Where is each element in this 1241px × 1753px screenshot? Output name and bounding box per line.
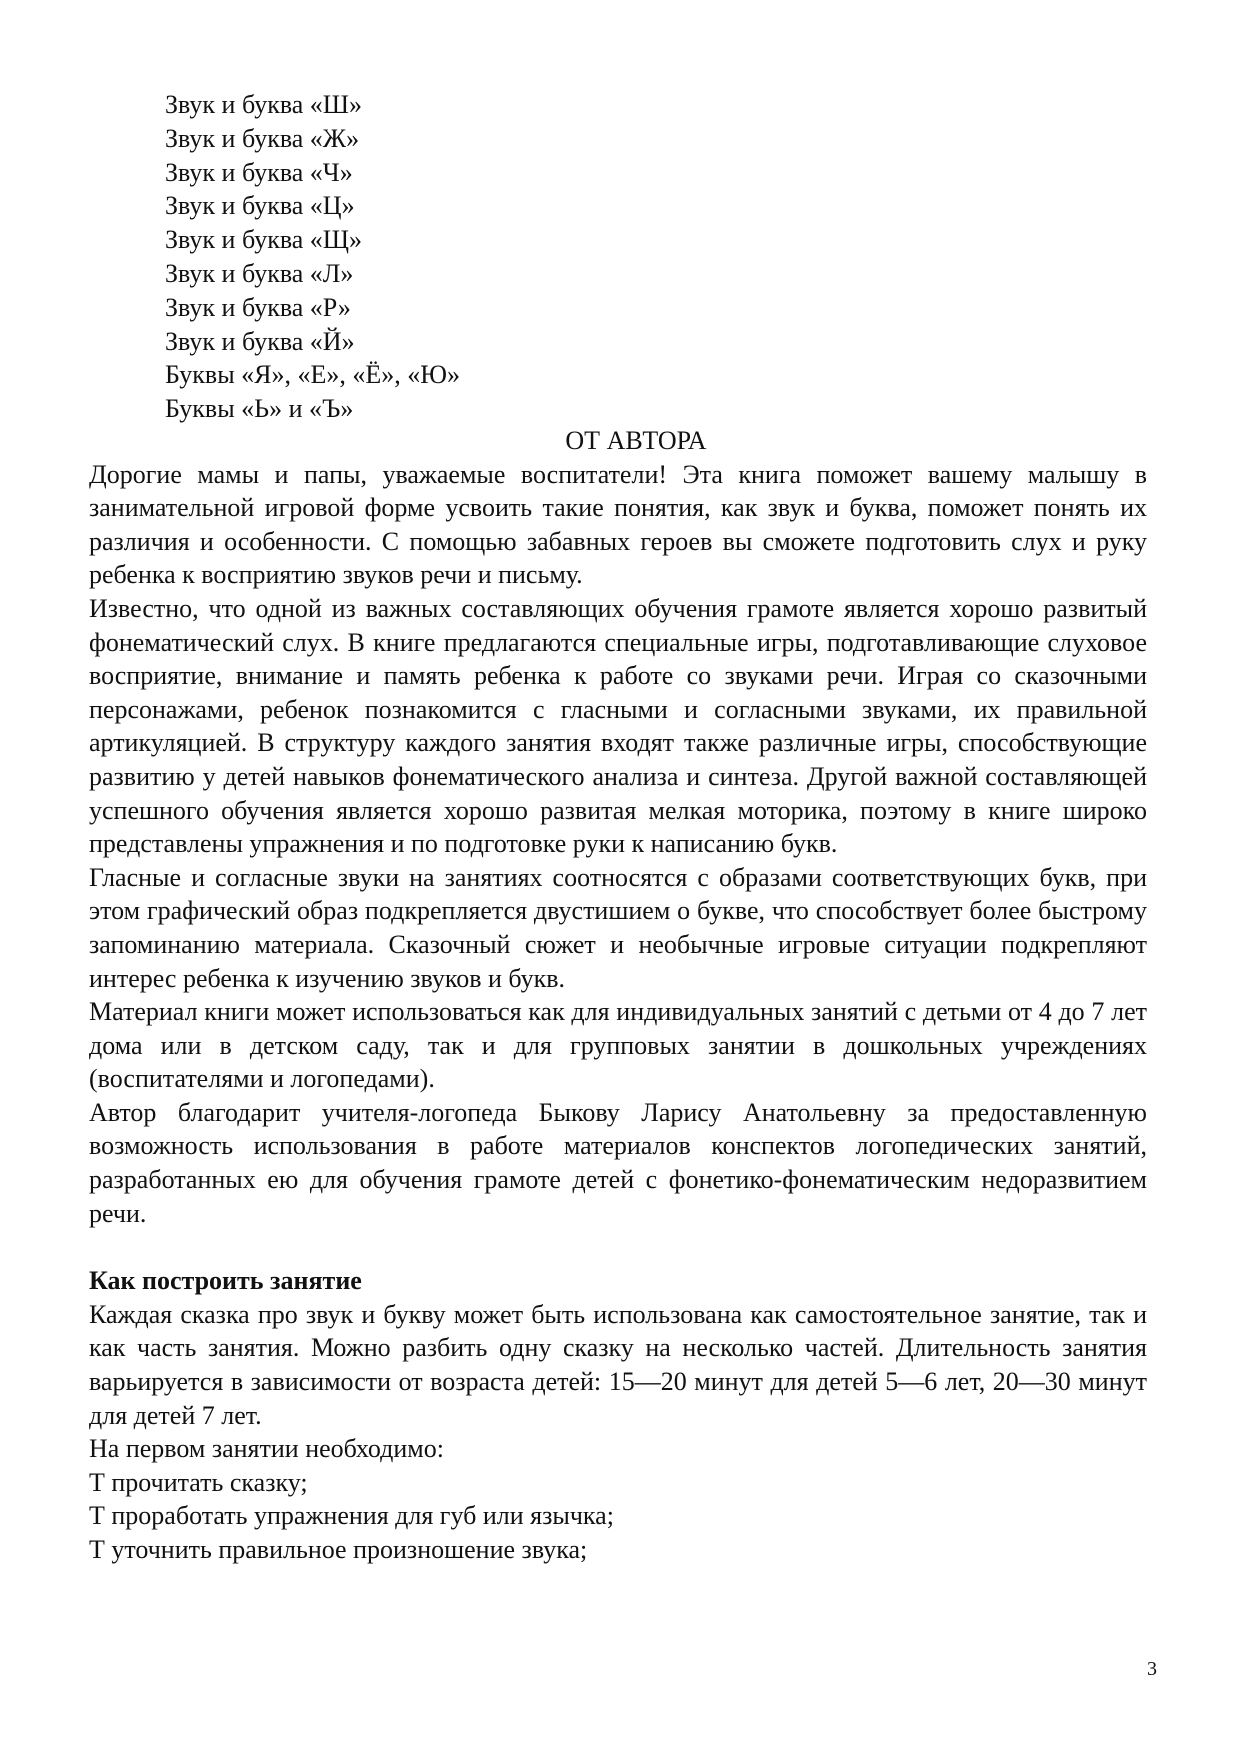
toc-item: Буквы «Ь» и «Ъ»: [165, 394, 354, 424]
toc-item: Звук и буква «Й»: [165, 326, 355, 356]
lesson-paragraph: Каждая сказка про звук и букву может быть использована как самостоятельное занятие, так и как часть занятия. Можно разбить одну сказку на несколько частей. Длительность занятия варьируется в зависимости от возраста детей: 15—20 минут для детей 5—6 лет, 20—30 минут для детей 7 лет.: [89, 1299, 1147, 1430]
foreword-paragraph: Материал книги может использоваться как для индивидуальных занятий с детьми от 4 до 7 лет дома или в детском саду, так и для групповых занятии в дошкольных учреждениях (воспитателями и логопедами).: [89, 997, 1147, 1094]
toc-item: Звук и буква «Ч»: [165, 157, 353, 187]
toc-item: Звук и буква «Л»: [165, 258, 354, 288]
toc-item: Звук и буква «Щ»: [165, 225, 363, 255]
lesson-bullet-item: Т проработать упражнения для губ или язычка;: [89, 1501, 614, 1531]
foreword-paragraph: Дорогие мамы и папы, уважаемые воспитатели! Эта книга поможет вашему малышу в занимательной игровой форме усвоить такие понятия, как звук и буква, поможет понять их различия и особенности. С помощью забавных героев вы сможете подготовить слух и руку ребенка к восприятию звуков речи и письму.: [89, 459, 1147, 590]
foreword-paragraph: Гласные и согласные звуки на занятиях соотносятся с образами соответствующих букв, при этом графический образ подкрепляется двустишием о букве, что способствует более быстрому запоминанию материала. Сказочный сюжет и необычные игровые ситуации подкрепляют интерес ребенка к изучению звуков и букв.: [89, 862, 1147, 993]
foreword-paragraph: Автор благодарит учителя-логопеда Быкову Ларису Анатольевну за предоставленную возможность использования в работе материалов конспектов логопедических занятий, разработанных ею для обучения грамоте детей с фонетико-фонематическим недоразвитием речи.: [89, 1097, 1147, 1228]
foreword-paragraph: Известно, что одной из важных составляющих обучения грамоте является хорошо развитый фонематический слух. В книге предлагаются специальные игры, подготавливающие слуховое восприятие, внимание и память ребенка к работе со звуками речи. Играя со сказочными персонажами, ребенок познакомится с гласными и согласными звуками, их правильной артикуляцией. В структуру каждого занятия входят также различные игры, способствующие развитию у детей навыков фонематического анализа и синтеза. Другой важной составляющей успешного обучения является хорошо развитая мелкая моторика, поэтому в книге широко представлены упражнения и по подготовке руки к написанию букв.: [89, 593, 1147, 859]
main-content: [89, 424, 1147, 1567]
toc-item: Звук и буква «Ж»: [165, 123, 360, 153]
lesson-bullet-item: Т уточнить правильное произношение звука;: [89, 1535, 588, 1564]
toc-item: Звук и буква «Ш»: [165, 90, 363, 119]
lesson-paragraph: На первом занятии необходимо:: [89, 1434, 444, 1464]
lesson-bullet-item: Т прочитать сказку;: [89, 1467, 308, 1497]
foreword-title: ОТ АВТОРА: [565, 426, 707, 455]
page-number: 3: [1147, 1658, 1157, 1680]
toc-item: Звук и буква «Р»: [165, 292, 351, 322]
toc-item: Буквы «Я», «Е», «Ё», «Ю»: [165, 360, 460, 390]
lesson-section-title: Как построить занятие: [89, 1266, 362, 1296]
table-of-contents: [165, 88, 460, 426]
toc-item: Звук и буква «Ц»: [165, 191, 355, 221]
